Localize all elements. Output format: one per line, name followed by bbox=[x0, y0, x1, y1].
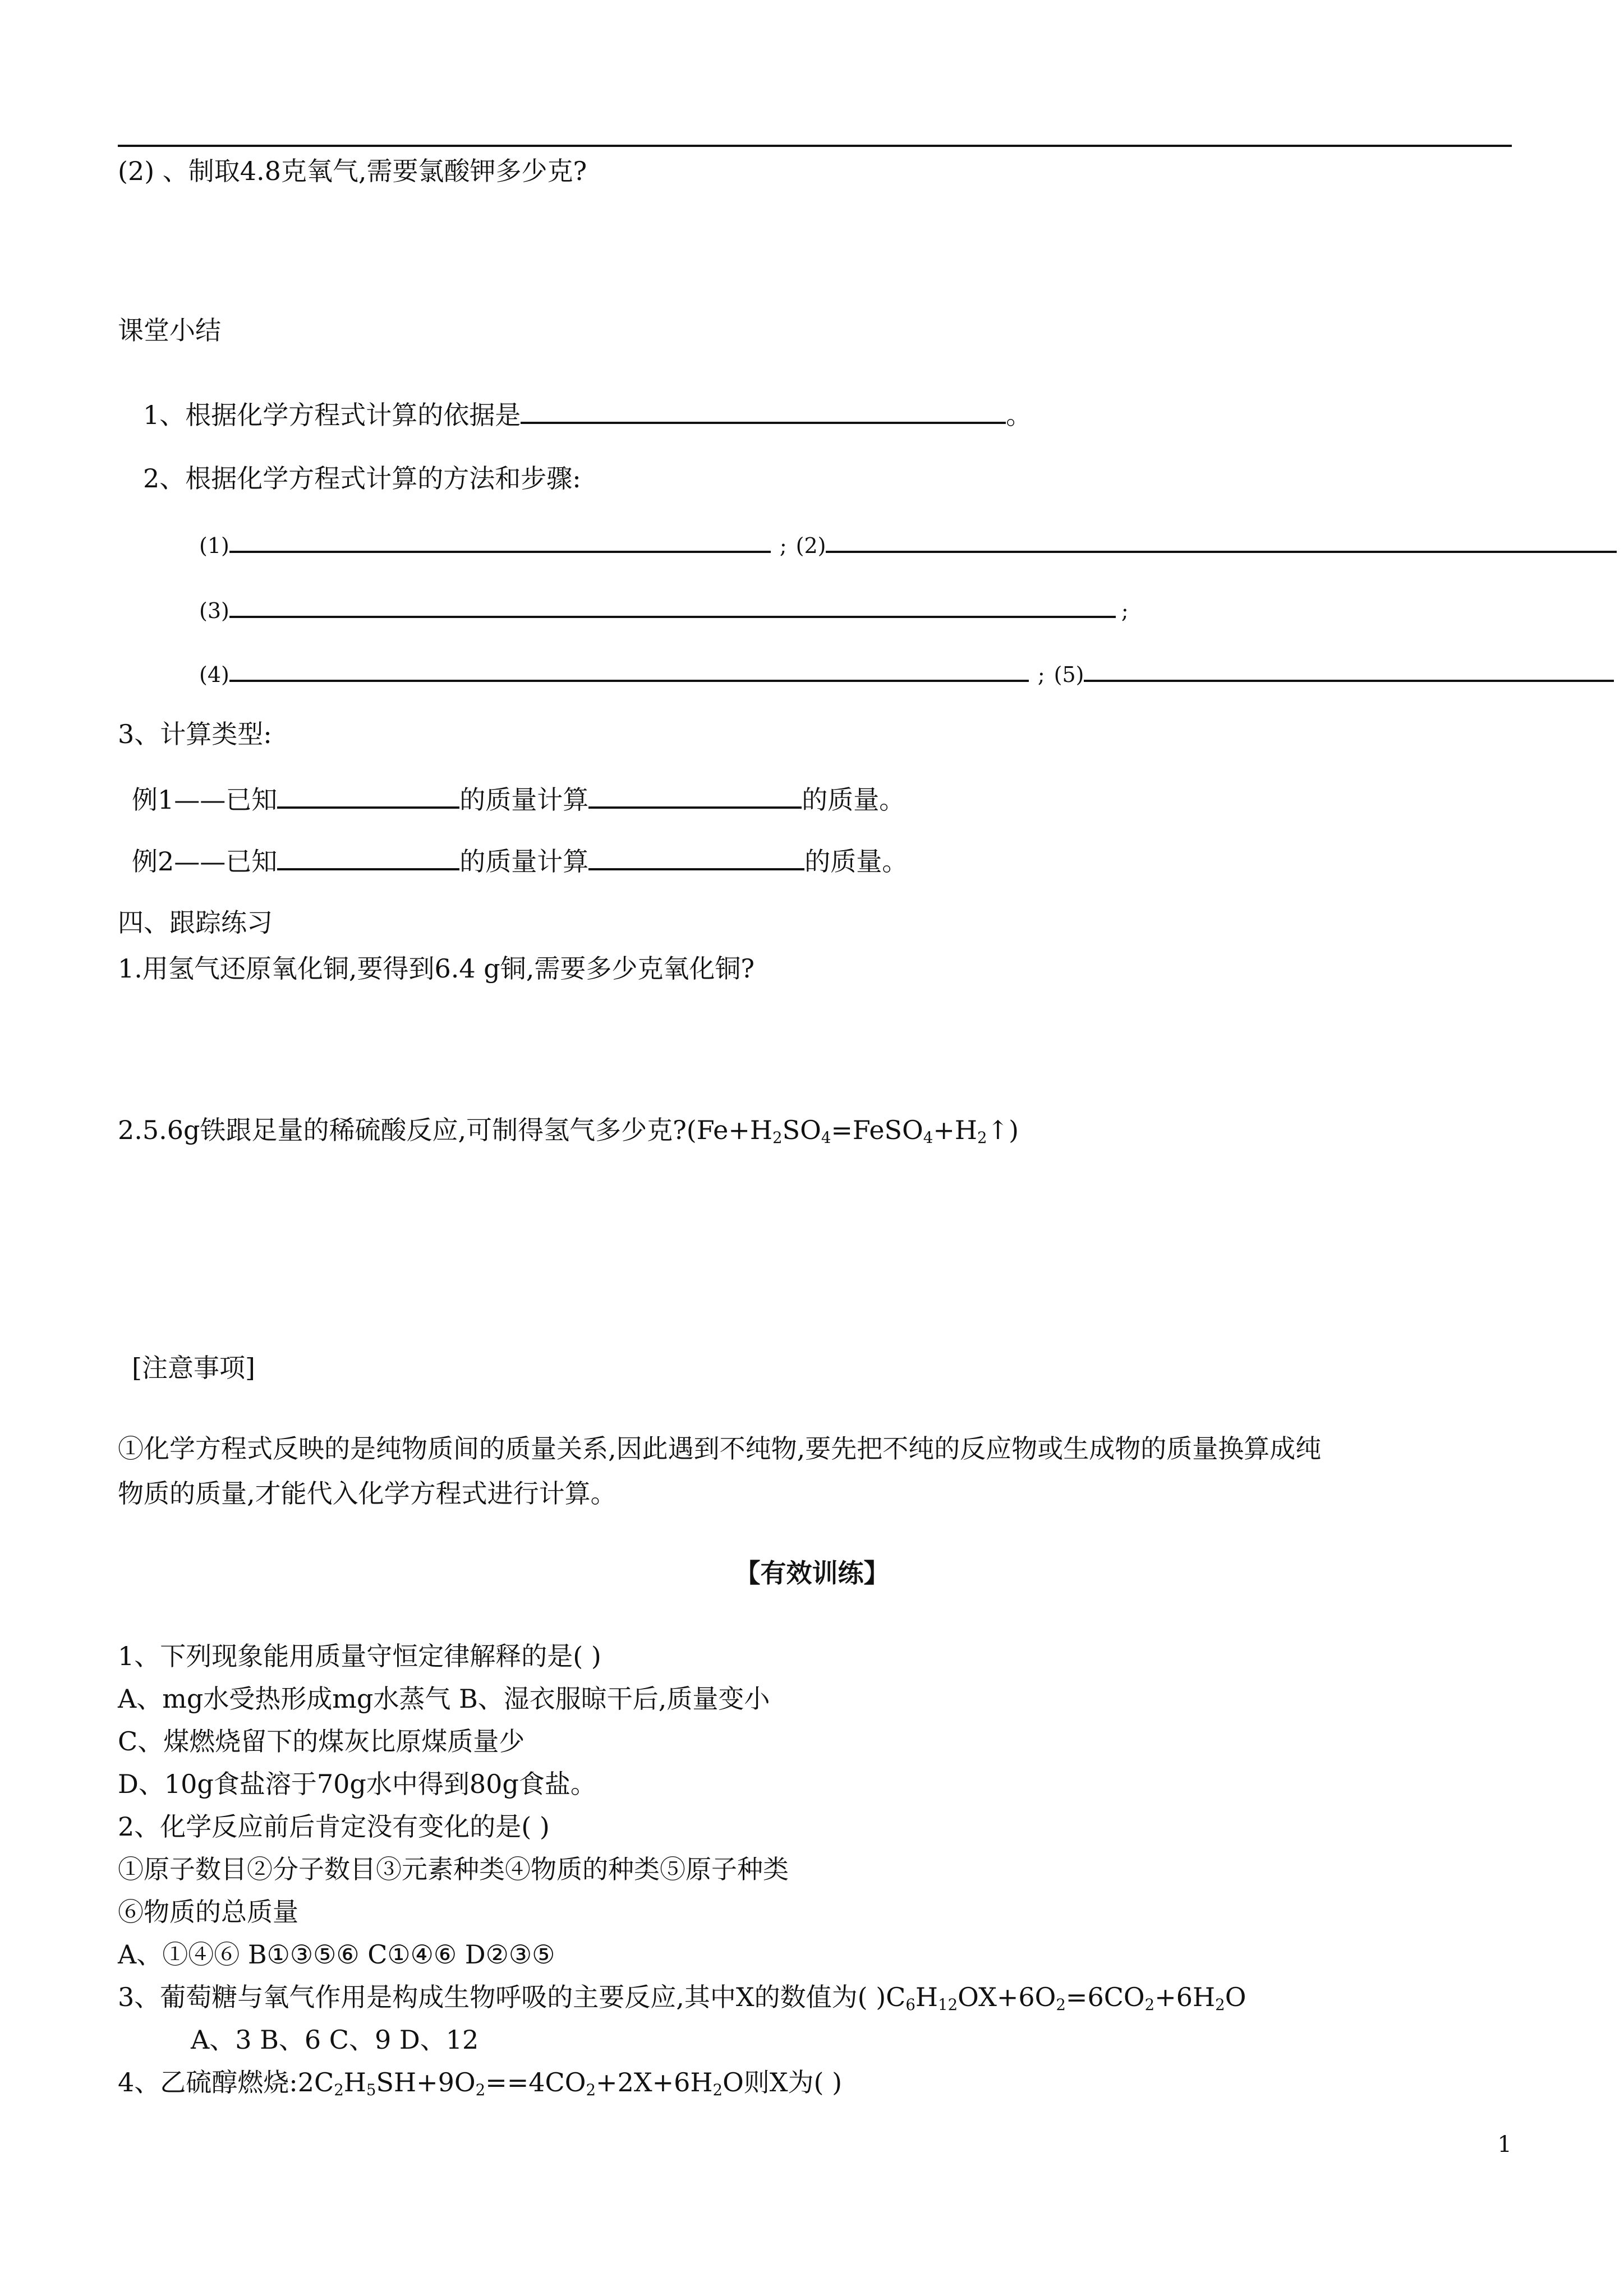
step-3-label: (3) bbox=[199, 598, 229, 623]
blank-step-2[interactable] bbox=[826, 528, 1617, 553]
page-number: 1 bbox=[1497, 2132, 1512, 2157]
training-q2: 2、化学反应前后肯定没有变化的是( ) bbox=[118, 1811, 550, 1842]
training-q1: 1、下列现象能用质量守恒定律解释的是( ) bbox=[118, 1641, 601, 1671]
semicolon: ; bbox=[1037, 662, 1045, 687]
blank-step-3[interactable] bbox=[229, 593, 1116, 618]
ex1-prefix: 例1——已知 bbox=[132, 785, 278, 815]
blank-step-5[interactable] bbox=[1084, 657, 1614, 682]
training-q1-option-c: C、煤燃烧留下的煤灰比原煤质量少 bbox=[118, 1726, 525, 1756]
ex1-middle: 的质量计算 bbox=[459, 785, 589, 815]
example-2 bbox=[132, 846, 908, 877]
step-2-label: (2) bbox=[795, 533, 826, 558]
step-5-label: (5) bbox=[1053, 662, 1084, 687]
practice-2-equation: $(Fe+H_2SO_4=FeSO_4+H_2↑)$ bbox=[686, 1115, 1019, 1147]
summary-item-2: 2、根据化学方程式计算的方法和步骤: bbox=[143, 463, 581, 494]
blank-step-4[interactable] bbox=[229, 657, 1029, 682]
practice-1: 1.用氢气还原氧化铜,要得到6.4 g铜,需要多少克氧化铜? bbox=[118, 953, 755, 984]
practice-2-text: 2.5.6g铁跟足量的稀硫酸反应,可制得氢气多少克? bbox=[118, 1115, 687, 1145]
step-4-label: (4) bbox=[199, 662, 229, 687]
glucose-equation: $C_6H_{12}OX+6O_2=6CO_2+6H_2O$ bbox=[886, 1982, 1246, 2014]
up-arrow-icon: ↑ bbox=[987, 1115, 1009, 1145]
ex1-end: 的质量。 bbox=[802, 785, 905, 815]
note-line-1: ①化学方程式反映的是纯物质间的质量关系,因此遇到不纯物,要先把不纯的反应物或生成物的质量换算成纯 bbox=[118, 1433, 1322, 1464]
training-q2-items-2: ⑥物质的总质量 bbox=[118, 1897, 298, 1927]
ex2-prefix: 例2——已知 bbox=[132, 846, 278, 877]
training-q1-option-d: D、10g食盐溶于70g水中得到80g食盐。 bbox=[118, 1769, 596, 1799]
semicolon: ; bbox=[779, 533, 787, 558]
training-q4-tail: 则X为( ) bbox=[743, 2067, 843, 2097]
summary-item-1 bbox=[143, 399, 1032, 431]
question-2: (2) 、制取4.8克氧气,需要氯酸钾多少克? bbox=[118, 156, 587, 186]
training-q3-text: 3、葡萄糖与氧气作用是构成生物呼吸的主要反应,其中X的数值为( ) bbox=[118, 1982, 886, 2012]
ex2-middle: 的质量计算 bbox=[459, 846, 589, 877]
section-4-title: 四、跟踪练习 bbox=[118, 907, 273, 938]
blank-ex2-target[interactable] bbox=[588, 846, 804, 870]
notes-title: [注意事项] bbox=[132, 1353, 255, 1383]
summary-title: 课堂小结 bbox=[118, 315, 221, 345]
ex2-end: 的质量。 bbox=[804, 846, 908, 877]
note-line-2: 物质的质量,才能代入化学方程式进行计算。 bbox=[118, 1478, 617, 1509]
training-q1-options-ab: A、mg水受热形成mg水蒸气 B、湿衣服晾干后,质量变小 bbox=[118, 1684, 770, 1714]
practice-2 bbox=[118, 1115, 1019, 1146]
training-q3 bbox=[118, 1982, 1246, 2013]
summary1-text: 1、根据化学方程式计算的依据是 bbox=[143, 400, 521, 430]
blank-ex1-known[interactable] bbox=[277, 784, 459, 809]
blank-ex1-target[interactable] bbox=[588, 784, 802, 809]
blank-step-1[interactable] bbox=[229, 528, 771, 553]
example-1 bbox=[132, 784, 905, 815]
top-rule bbox=[118, 145, 1512, 147]
training-q2-items-1: ①原子数目②分子数目③元素种类④物质的种类⑤原子种类 bbox=[118, 1854, 789, 1884]
ethanethiol-equation: $2C_2H_5SH+9O_2==4CO_2+2X+6H_2O$ bbox=[297, 2067, 744, 2099]
step-row-1 bbox=[199, 528, 1617, 559]
summary1-end: 。 bbox=[1006, 400, 1032, 430]
training-title: 【有效训练】 bbox=[734, 1558, 890, 1588]
training-q4-text: 4、乙硫醇燃烧: bbox=[118, 2067, 298, 2097]
training-q2-options: A、①④⑥ B①③⑤⑥ C①④⑥ D②③⑤ bbox=[118, 1939, 555, 1970]
step-row-4 bbox=[199, 657, 1614, 688]
blank-ex2-known[interactable] bbox=[277, 846, 459, 870]
training-q3-options: A、3 B、6 C、9 D、12 bbox=[191, 2025, 479, 2055]
blank-basis[interactable] bbox=[521, 399, 1006, 424]
training-q4 bbox=[118, 2067, 842, 2098]
step-1-label: (1) bbox=[199, 533, 229, 558]
type-title: 3、计算类型: bbox=[118, 719, 272, 749]
step-row-3 bbox=[199, 593, 1129, 624]
semicolon: ; bbox=[1121, 598, 1129, 623]
